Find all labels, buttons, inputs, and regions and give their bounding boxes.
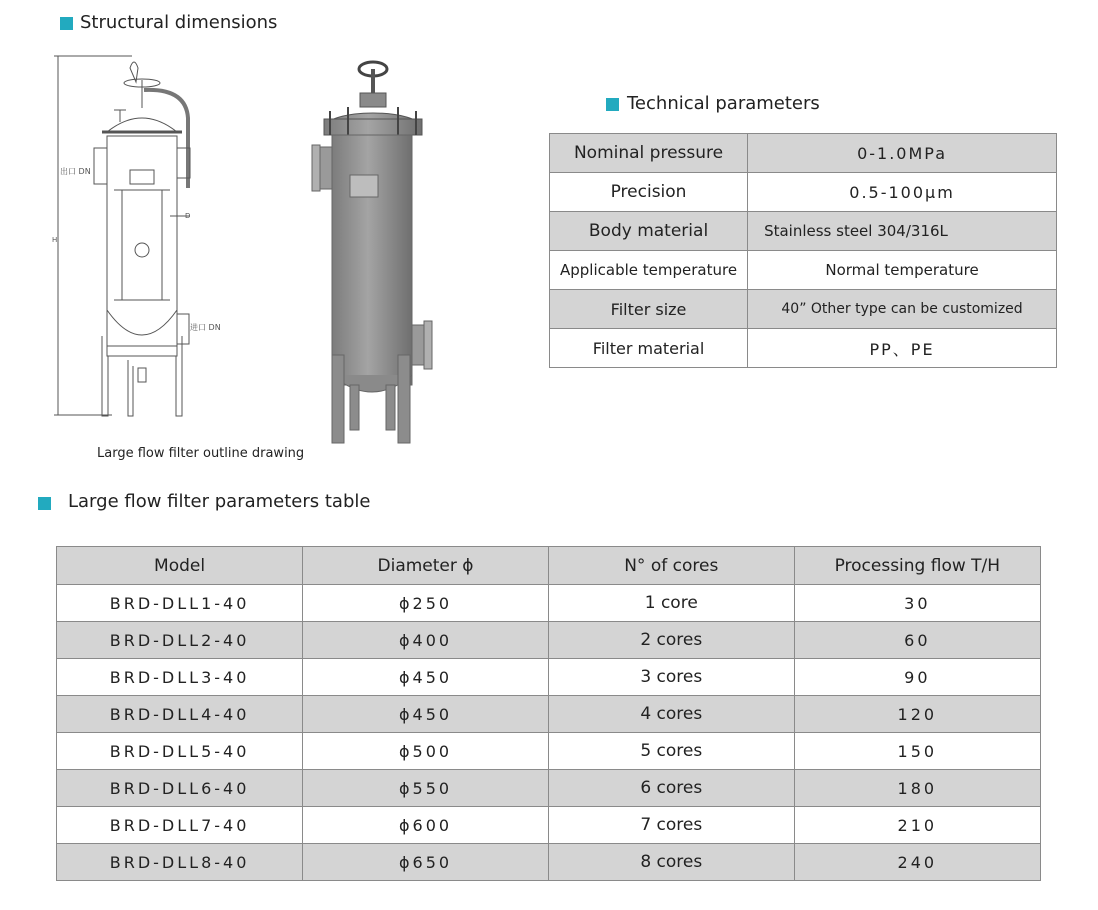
params-table-heading: Large flow filter parameters table (68, 491, 371, 512)
header-cores: N° of cores (548, 547, 794, 585)
param-name: Body material (550, 212, 748, 251)
param-value: 0-1.0MPa (748, 134, 1057, 173)
cores-cell: 5 cores (548, 733, 794, 770)
diameter-cell: ϕ450 (303, 696, 549, 733)
param-name: Filter size (550, 290, 748, 329)
cores-cell: 2 cores (548, 622, 794, 659)
table-row (550, 329, 1057, 368)
table-row (550, 134, 1057, 173)
param-value: 0.5-100μm (748, 173, 1057, 212)
flow-cell: 210 (794, 807, 1040, 844)
param-name: Applicable temperature (550, 251, 748, 290)
table-row (57, 770, 1041, 807)
flow-cell: 90 (794, 659, 1040, 696)
table-row (57, 622, 1041, 659)
header-diameter: Diameter ϕ (303, 547, 549, 585)
flow-cell: 120 (794, 696, 1040, 733)
cores-cell: 7 cores (548, 807, 794, 844)
inlet-label: 进口 DN (190, 323, 221, 332)
cores-cell: 4 cores (548, 696, 794, 733)
diameter-cell: ϕ400 (303, 622, 549, 659)
dim-d-label: D (185, 212, 191, 220)
technical-parameters-heading: Technical parameters (627, 93, 820, 114)
table-row (57, 585, 1041, 622)
diameter-cell: ϕ600 (303, 807, 549, 844)
structural-dimensions-heading: Structural dimensions (80, 12, 278, 33)
model-cell: BRD-DLL5-40 (57, 733, 303, 770)
param-value: Stainless steel 304/316L (748, 212, 1057, 251)
param-name: Filter material (550, 329, 748, 368)
table-row (57, 733, 1041, 770)
outlet-label: 出口 DN (60, 167, 91, 176)
cores-cell: 8 cores (548, 844, 794, 881)
flow-cell: 150 (794, 733, 1040, 770)
model-cell: BRD-DLL6-40 (57, 770, 303, 807)
param-value: Normal temperature (748, 251, 1057, 290)
cores-cell: 3 cores (548, 659, 794, 696)
flow-cell: 240 (794, 844, 1040, 881)
param-name: Precision (550, 173, 748, 212)
header-model: Model (57, 547, 303, 585)
filter-product-image (300, 55, 450, 450)
cores-cell: 6 cores (548, 770, 794, 807)
table-header-row (57, 547, 1041, 585)
dim-h-label: H (52, 236, 58, 244)
filter-parameters-table (56, 546, 1041, 881)
section-marker-icon (606, 98, 619, 111)
outline-drawing (52, 50, 221, 425)
diameter-cell: ϕ550 (303, 770, 549, 807)
model-cell: BRD-DLL8-40 (57, 844, 303, 881)
flow-cell: 60 (794, 622, 1040, 659)
table-row (550, 290, 1057, 329)
header-flow: Processing flow T/H (794, 547, 1040, 585)
diameter-cell: ϕ450 (303, 659, 549, 696)
flow-cell: 180 (794, 770, 1040, 807)
diameter-cell: ϕ250 (303, 585, 549, 622)
cores-cell: 1 core (548, 585, 794, 622)
diameter-cell: ϕ650 (303, 844, 549, 881)
table-row (57, 659, 1041, 696)
technical-parameters-table (549, 133, 1057, 368)
diameter-cell: ϕ500 (303, 733, 549, 770)
table-row (550, 212, 1057, 251)
table-row (57, 696, 1041, 733)
table-row (57, 807, 1041, 844)
table-row (57, 844, 1041, 881)
param-value: 40” Other type can be customized (748, 290, 1057, 329)
drawing-caption: Large flow filter outline drawing (97, 446, 305, 461)
section-marker-icon (38, 497, 51, 510)
model-cell: BRD-DLL2-40 (57, 622, 303, 659)
param-name: Nominal pressure (550, 134, 748, 173)
model-cell: BRD-DLL3-40 (57, 659, 303, 696)
table-row (550, 251, 1057, 290)
param-value: PP、PE (748, 329, 1057, 368)
section-marker-icon (60, 17, 73, 30)
table-row (550, 173, 1057, 212)
model-cell: BRD-DLL1-40 (57, 585, 303, 622)
flow-cell: 30 (794, 585, 1040, 622)
model-cell: BRD-DLL7-40 (57, 807, 303, 844)
model-cell: BRD-DLL4-40 (57, 696, 303, 733)
